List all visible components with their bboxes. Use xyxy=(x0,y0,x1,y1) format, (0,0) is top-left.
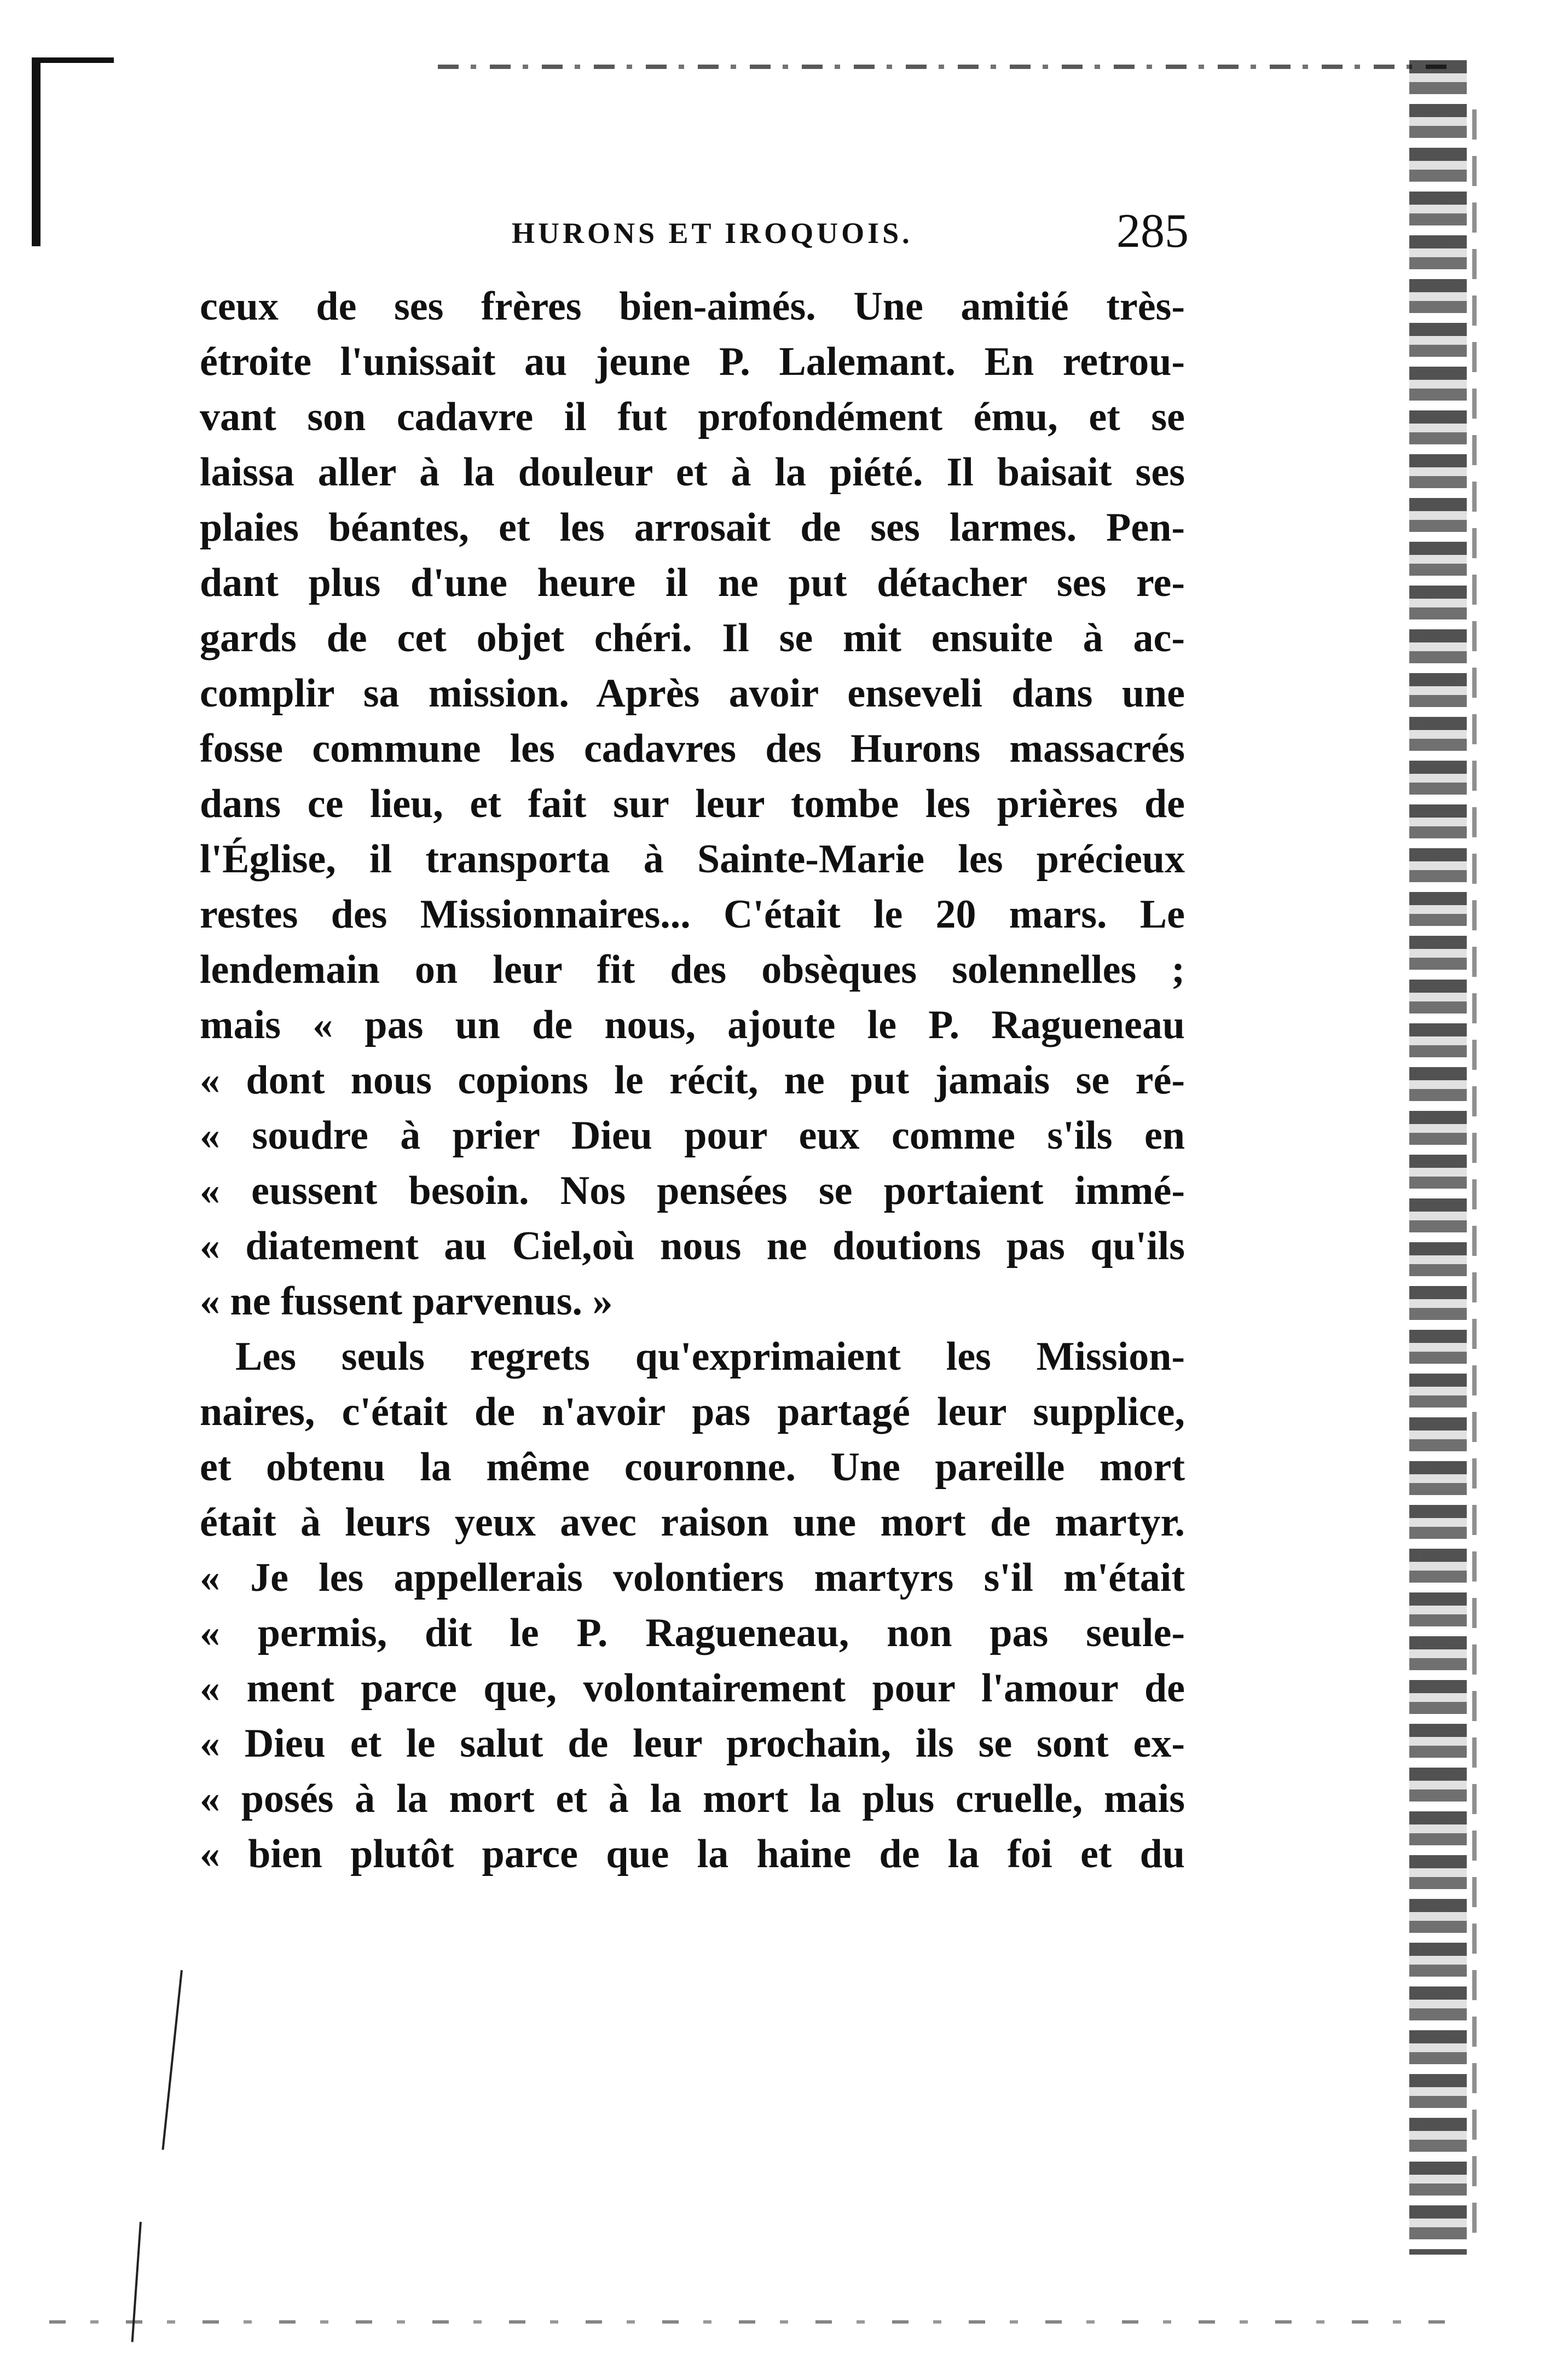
text-line: mais « pas un de nous, ajoute le P. Ragueneau xyxy=(200,1003,1185,1047)
scan-binding-edge xyxy=(1409,60,1467,2255)
text-line: « Je les appellerais volontiers martyrs s'il m'était xyxy=(200,1555,1185,1600)
text-line: plaies béantes, et les arrosait de ses larmes. Pen- xyxy=(200,505,1185,550)
scan-bracket-mark xyxy=(32,57,40,246)
text-line: et obtenu la même couronne. Une pareille mort xyxy=(200,1445,1185,1490)
text-line: l'Église, il transporta à Sainte-Marie les précieux xyxy=(200,837,1185,882)
scan-top-edge xyxy=(438,65,1450,69)
scan-stray-stroke xyxy=(131,2222,142,2342)
text-line: étroite l'unissait au jeune P. Lalemant. En retrou- xyxy=(200,339,1185,384)
text-line: « ne fussent parvenus. » xyxy=(200,1279,613,1324)
text-line: vant son cadavre il fut profondément ému, et se xyxy=(200,395,1185,439)
text-line: « bien plutôt parce que la haine de la foi et du xyxy=(200,1832,1185,1876)
text-line: dans ce lieu, et fait sur leur tombe les prières de xyxy=(200,781,1185,826)
text-line: complir sa mission. Après avoir enseveli dans une xyxy=(200,671,1185,716)
page-number: 285 xyxy=(1116,205,1189,258)
text-line: « Dieu et le salut de leur prochain, ils se sont ex- xyxy=(200,1721,1185,1766)
text-line: « diatement au Ciel,où nous ne doutions pas qu'ils xyxy=(200,1224,1185,1269)
text-line: « eussent besoin. Nos pensées se portaient immé- xyxy=(200,1168,1185,1213)
text-line: restes des Missionnaires... C'était le 20 mars. Le xyxy=(200,892,1185,937)
running-head: HURONS ET IROQUOIS. xyxy=(512,217,913,250)
text-line: laissa aller à la douleur et à la piété. Il baisait ses xyxy=(200,450,1185,495)
text-line: ceux de ses frères bien-aimés. Une amitié très- xyxy=(200,284,1185,329)
text-line: dant plus d'une heure il ne put détacher ses re- xyxy=(200,560,1185,605)
text-line: « dont nous copions le récit, ne put jamais se ré- xyxy=(200,1058,1185,1103)
text-line: « permis, dit le P. Ragueneau, non pas seule- xyxy=(200,1611,1185,1655)
text-line: naires, c'était de n'avoir pas partagé leur supplice, xyxy=(200,1389,1185,1434)
body-text xyxy=(200,279,1185,1882)
text-line: fosse commune les cadavres des Hurons massacrés xyxy=(200,726,1185,771)
scan-bottom-edge xyxy=(49,2320,1445,2324)
scan-stray-stroke xyxy=(162,1970,183,2150)
scan-bracket-top-mark xyxy=(32,57,114,63)
text-line: « soudre à prier Dieu pour eux comme s'ils en xyxy=(200,1113,1185,1158)
text-line: gards de cet objet chéri. Il se mit ensuite à ac- xyxy=(200,616,1185,661)
text-line: « posés à la mort et à la mort la plus cruelle, mais xyxy=(200,1776,1185,1821)
text-line: Les seuls regrets qu'exprimaient les Mission- xyxy=(235,1334,1185,1379)
text-line: était à leurs yeux avec raison une mort de martyr. xyxy=(200,1500,1185,1545)
text-line: « ment parce que, volontairement pour l'amour de xyxy=(200,1666,1185,1711)
text-line: lendemain on leur fit des obsèques solennelles ; xyxy=(200,947,1185,992)
scan-binding-line xyxy=(1472,109,1477,2244)
